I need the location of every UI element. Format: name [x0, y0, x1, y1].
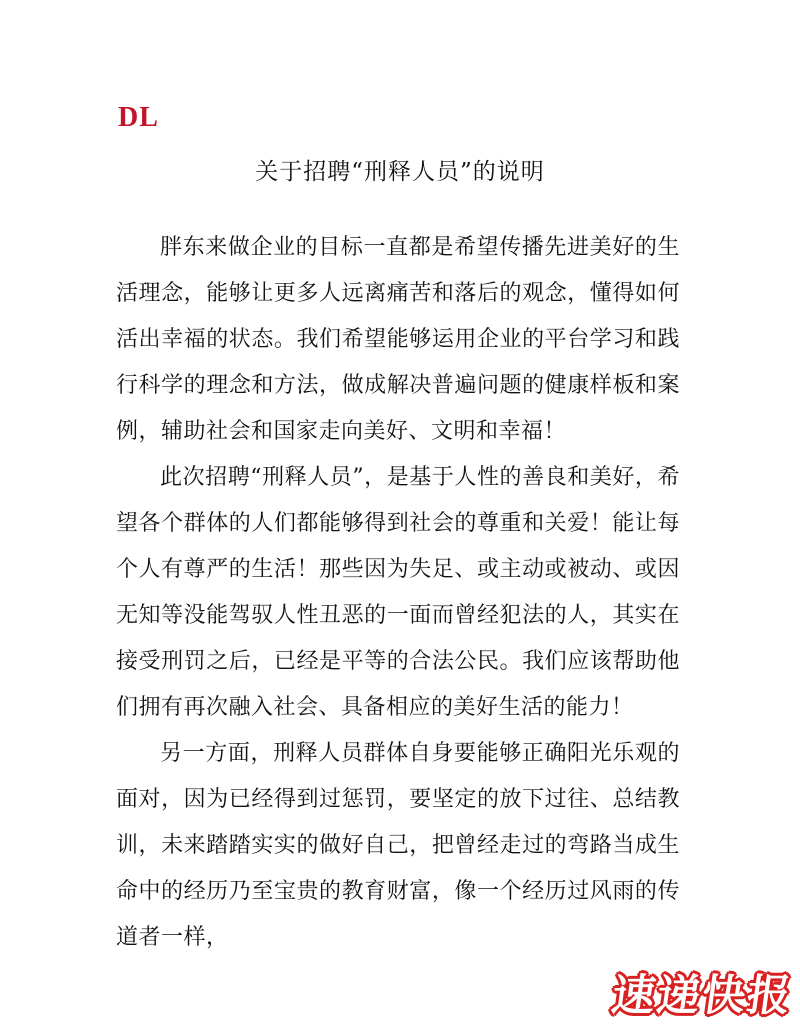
watermark-logo: 速递快报: [608, 971, 796, 1021]
paragraph-2: 此次招聘“刑释人员”，是基于人性的善良和美好，希望各个群体的人们都能够得到社会的尊重和关爱！能让每个人有尊严的生活！那些因为失足、或主动或被动、或因无知等没能驾驭人性丑恶的一面而曾经犯法的人，其实在接受刑罚之后，已经是平等的合法公民。我们应该帮助他们拥有再次融入社会、具备相应的美好生活的能力！: [116, 465, 680, 720]
document-body: [116, 225, 680, 961]
document-title: 关于招聘“刑释人员”的说明: [255, 159, 545, 185]
paragraph-1: 胖东来做企业的目标一直都是希望传播先进美好的生活理念，能够让更多人远离痛苦和落后的观念，懂得如何活出幸福的状态。我们希望能够运用企业的平台学习和践行科学的理念和方法，做成解决普遍问题的健康样板和案例，辅助社会和国家走向美好、文明和幸福！: [116, 235, 680, 444]
company-logo: DL: [118, 102, 159, 133]
paragraph-3: 另一方面，刑释人员群体自身要能够正确阳光乐观的面对，因为已经得到过惩罚，要坚定的放下过往、总结教训，未来踏踏实实的做好自己，把曾经走过的弯路当成生命中的经历乃至宝贵的教育财富，像一个经历过风雨的传道者一样，: [116, 741, 680, 950]
